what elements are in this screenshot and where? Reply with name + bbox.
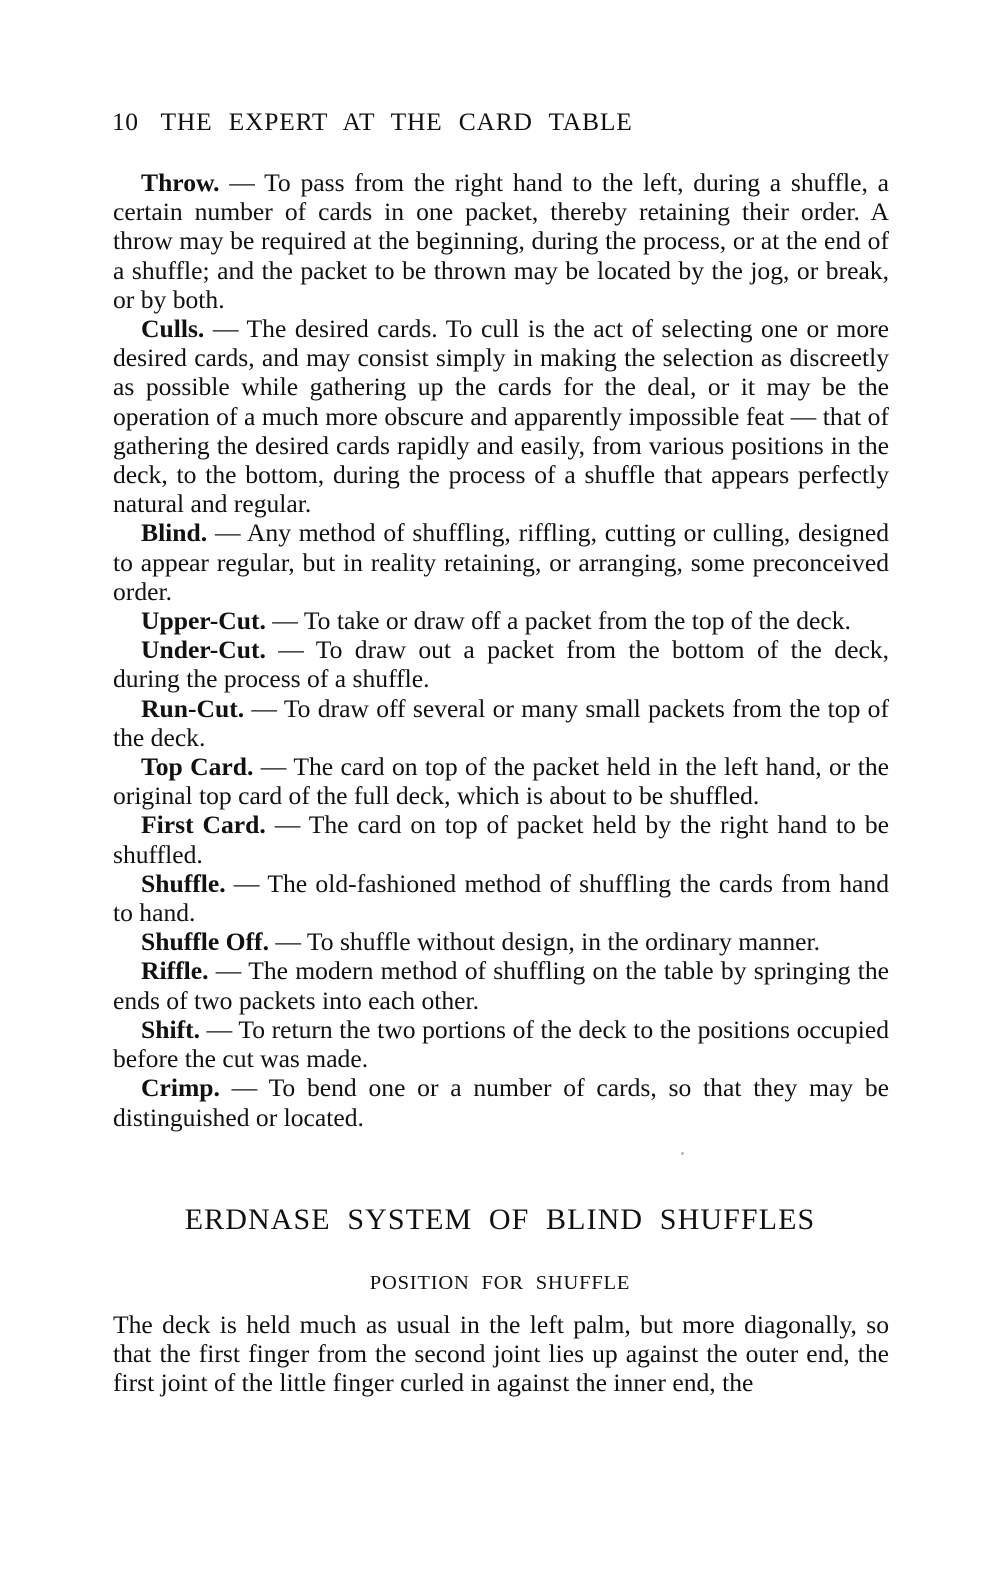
page-number: 10 [112, 107, 139, 136]
glossary-entry-upper-cut [113, 606, 889, 635]
section-heading: ERDNASE SYSTEM OF BLIND SHUFFLES [184, 1203, 816, 1236]
glossary-entry-run-cut [113, 694, 889, 752]
glossary-dash: — [225, 868, 268, 898]
scan-speck-artifact [681, 1152, 684, 1155]
glossary-dash: — [219, 168, 265, 197]
glossary-dash: — [265, 635, 316, 665]
glossary-dash: — [253, 752, 294, 782]
glossary-definition: To draw off several or many small packets from the top of the deck. [113, 693, 889, 752]
glossary-term: Blind. [141, 518, 208, 548]
glossary-entry-shuffle-off [113, 927, 889, 956]
glossary-definition: To return the two portions of the deck to the positions occupied before the cut was made. [113, 1014, 889, 1074]
glossary-definition: To take or draw off a packet from the top of the deck. [303, 606, 851, 636]
glossary-definition: Any method of shuffling, riffling, cutting or culling, designed to appear regular, but in reality retaining, or arranging, some preconceived order. [113, 518, 889, 606]
glossary-term: Top Card. [141, 752, 254, 782]
glossary-term: Under-Cut. [141, 635, 266, 665]
glossary-term: Shuffle Off. [141, 927, 269, 957]
glossary-dash: — [219, 1073, 269, 1103]
glossary-definition: The modern method of shuffling on the table by springing the ends of two packets into each other. [113, 956, 889, 1015]
glossary-term: Throw. [141, 168, 220, 197]
glossary-term: Riffle. [141, 956, 209, 986]
glossary-dash: — [204, 314, 247, 344]
glossary-term: Crimp. [141, 1073, 220, 1103]
glossary-term: Shift. [141, 1014, 201, 1044]
glossary-term: Upper-Cut. [141, 606, 266, 636]
glossary-definition: The card on top of the packet held in the left hand, or the original top card of the full deck, which is about to be shuffled. [113, 752, 889, 811]
glossary-entry-under-cut [113, 635, 889, 693]
glossary-entry-shuffle [113, 869, 889, 927]
glossary-entry-shift [113, 1015, 889, 1073]
glossary-definition: To shuffle without design, in the ordinary manner. [306, 927, 820, 957]
glossary-dash: — [200, 1014, 239, 1044]
section-subheading: POSITION FOR SHUFFLE [369, 1272, 631, 1294]
section-paragraph: The deck is held much as usual in the left palm, but more diagonally, so that the first finger from the second joint lies up against the outer end, the first joint of the little finger curled in against the inner end, the [113, 1310, 889, 1398]
glossary-entry-blind [113, 518, 889, 606]
glossary-dash: — [208, 956, 249, 986]
glossary-definition: To bend one or a number of cards, so that they may be distinguished or located. [113, 1073, 889, 1132]
glossary-term: Run-Cut. [141, 693, 245, 723]
glossary-dash: — [265, 606, 304, 636]
glossary-dash: — [207, 518, 247, 548]
glossary-term: Shuffle. [141, 868, 226, 898]
glossary-entry-top-card [113, 752, 889, 810]
glossary-entry-first-card [113, 810, 889, 868]
glossary-entry-culls [113, 314, 889, 518]
running-head [112, 108, 888, 136]
glossary-term: Culls. [141, 314, 205, 344]
glossary-entry-crimp [113, 1073, 889, 1131]
glossary-definition: The old-fashioned method of shuffling the cards from hand to hand. [113, 868, 889, 928]
glossary-dash: — [244, 693, 284, 723]
glossary-entry-riffle [113, 956, 889, 1014]
glossary-dash: — [268, 927, 307, 957]
glossary-definition: The card on top of packet held by the right hand to be shuffled. [113, 810, 890, 869]
glossary-text-block [113, 168, 889, 1132]
glossary-term: First Card. [141, 810, 266, 840]
glossary-definition: To pass from the right hand to the left, during a shuffle, a certain number of cards in one packet, thereby retaining their order. A throw may be required at the beginning, during the process, or at the end of a shuffle; and the packet to be thrown may be located by the jog, or break, or by both. [113, 168, 889, 314]
glossary-entry-throw [113, 168, 889, 314]
glossary-definition: The desired cards. To cull is the act of selecting one or more desired cards, and may consist simply in making the selection as discreetly as possible while gathering up the cards for the deal, or it may be the operation of a much more obscure and apparently impossible feat — that of gathering the desired cards rapidly and easily, from various positions in the deck, to the bottom, during the process of a shuffle that appears perfectly natural and regular. [113, 314, 889, 519]
glossary-dash: — [265, 810, 309, 840]
section-body-text [113, 1310, 889, 1398]
running-head-title: THE EXPERT AT THE CARD TABLE [160, 107, 633, 136]
glossary-definition: To draw out a packet from the bottom of the deck, during the process of a shuffle. [113, 635, 889, 694]
